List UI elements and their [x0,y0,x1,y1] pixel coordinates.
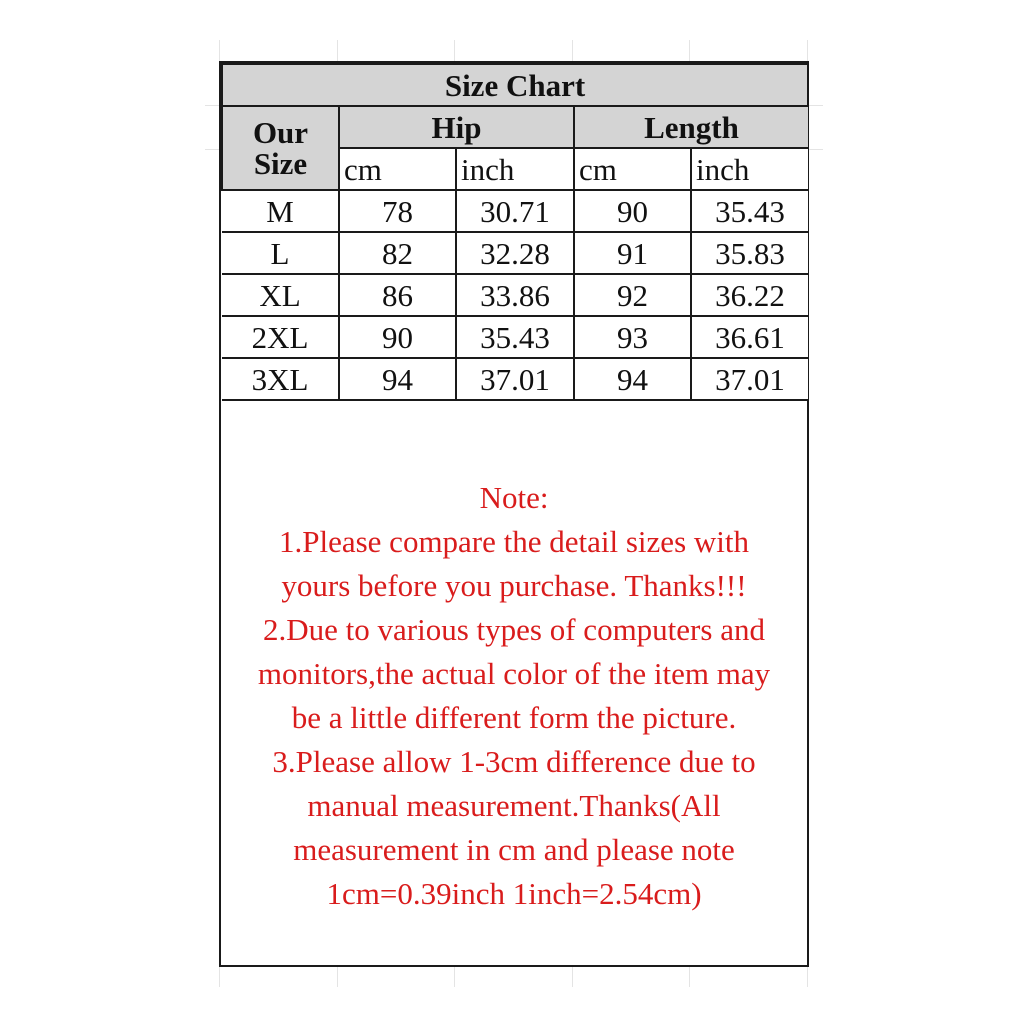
length-cm-cell: 92 [574,274,691,316]
gridline [219,40,220,61]
gridline [337,40,338,61]
length-inch-cell: 36.22 [691,274,808,316]
length-inch-cell: 35.43 [691,190,808,232]
hip-inch-cell: 33.86 [456,274,574,316]
note-line: be a little different form the picture. [291,700,737,735]
size-cell: M [222,190,339,232]
hip-cm-cell: 94 [339,358,456,400]
note-line: manual measurement.Thanks(All [307,788,721,823]
note-line: monitors,the actual color of the item may [257,656,771,691]
gridline [807,967,808,987]
size-cell: XL [222,274,339,316]
note-line: 1.Please compare the detail sizes with [278,524,749,559]
note-line: 2.Due to various types of computers and [263,612,765,647]
table-row [222,358,808,400]
hip-cm-cell: 82 [339,232,456,274]
length-cm-cell: 91 [574,232,691,274]
our-size-header-line2: Size [253,146,308,181]
gridline [689,40,690,61]
hip-inch-cell: 30.71 [456,190,574,232]
gridline [337,967,338,987]
hip-inch-header: inch [456,148,574,190]
note-line: yours before you purchase. Thanks!!! [281,568,747,603]
chart-title: Size Chart [222,64,808,106]
gridline [809,149,823,150]
size-cell: 2XL [222,316,339,358]
hip-inch-cell: 35.43 [456,316,574,358]
note-heading: Note: [479,480,549,515]
gridline [809,105,823,106]
table-row [222,316,808,358]
gridline [219,967,220,987]
length-cm-header: cm [574,148,691,190]
hip-cm-cell: 78 [339,190,456,232]
size-chart [219,61,809,967]
note-line: measurement in cm and please note [293,832,735,867]
hip-cm-cell: 90 [339,316,456,358]
gridline [205,149,219,150]
table-row [222,232,808,274]
our-size-header-line1: Our [252,115,309,150]
table-row [222,190,808,232]
length-inch-cell: 37.01 [691,358,808,400]
length-inch-cell: 35.83 [691,232,808,274]
note-line: 1cm=0.39inch 1inch=2.54cm) [326,876,702,911]
gridline [572,40,573,61]
size-cell: 3XL [222,358,339,400]
our-size-header [222,106,339,190]
length-inch-cell: 36.61 [691,316,808,358]
length-inch-header: inch [691,148,808,190]
length-header: Length [574,106,808,148]
gridline [572,967,573,987]
length-cm-cell: 93 [574,316,691,358]
length-cm-cell: 90 [574,190,691,232]
hip-inch-cell: 32.28 [456,232,574,274]
note-block [221,476,807,916]
hip-cm-header: cm [339,148,456,190]
gridline [205,105,219,106]
gridline [454,967,455,987]
hip-cm-cell: 86 [339,274,456,316]
gridline [807,40,808,61]
hip-header: Hip [339,106,574,148]
length-cm-cell: 94 [574,358,691,400]
size-table [221,63,809,401]
gridline [689,967,690,987]
note-line: 3.Please allow 1-3cm difference due to [272,744,756,779]
table-row [222,274,808,316]
size-cell: L [222,232,339,274]
hip-inch-cell: 37.01 [456,358,574,400]
gridline [454,40,455,61]
